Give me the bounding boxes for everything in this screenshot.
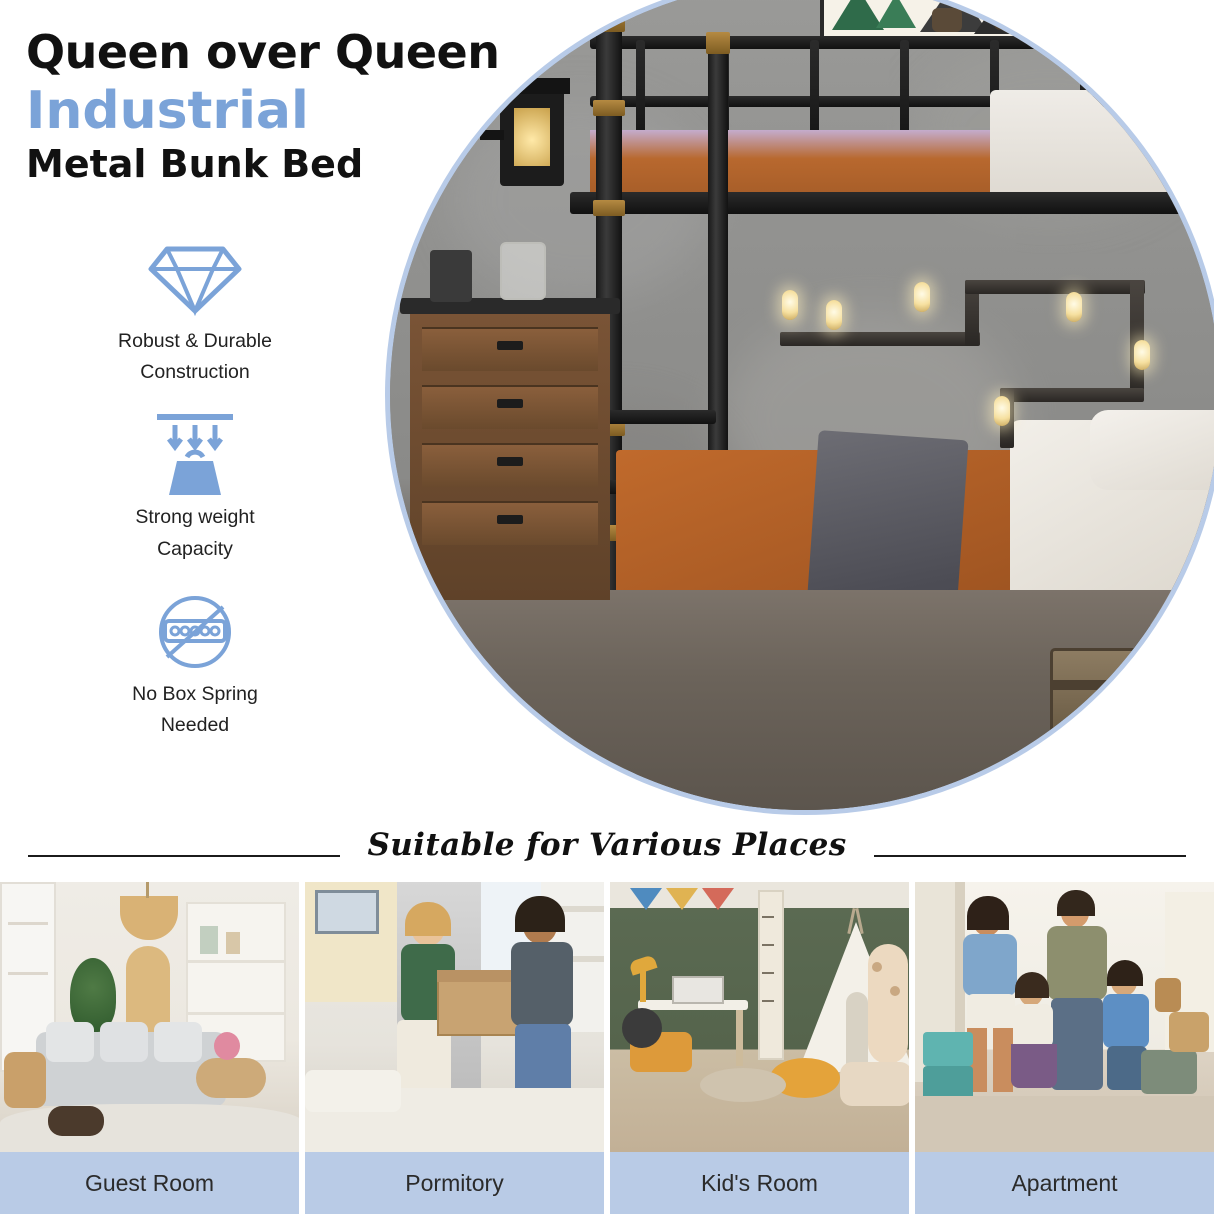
diamond-icon — [30, 240, 360, 318]
place-card-apartment[interactable] — [915, 882, 1214, 1214]
place-photo — [915, 882, 1214, 1152]
post-brass-band — [593, 200, 625, 216]
light-bulb — [1134, 340, 1150, 370]
no-box-spring-icon — [30, 593, 360, 671]
post-brass-cap — [593, 4, 625, 32]
headline-line-3: Metal Bunk Bed — [26, 142, 364, 187]
pipe-lamp-bar — [780, 332, 980, 346]
vintage-suitcase — [1050, 648, 1214, 738]
feature-item-durability — [30, 240, 360, 388]
bunk-top-deck — [570, 192, 1214, 214]
feature-label-line-2: Construction — [140, 361, 250, 384]
coffee-pot — [430, 250, 472, 302]
divider-line-left — [28, 855, 340, 857]
place-card-guest-room[interactable] — [0, 882, 299, 1214]
upper-bedding — [990, 90, 1214, 200]
feature-label-line-2: Capacity — [157, 537, 233, 560]
divider-line-right — [874, 855, 1186, 857]
place-caption: Pormitory — [305, 1152, 604, 1214]
bunk-top-rail — [590, 36, 1110, 49]
place-card-kids-room[interactable] — [610, 882, 909, 1214]
place-card-dormitory[interactable] — [305, 882, 604, 1214]
section-divider — [0, 827, 1214, 875]
weight-capacity-icon — [30, 416, 360, 494]
place-photo — [0, 882, 299, 1152]
headline-line-1: Queen over Queen — [26, 25, 500, 79]
light-bulb — [914, 282, 930, 312]
post-brass-band — [593, 100, 625, 116]
place-caption: Apartment — [915, 1152, 1214, 1214]
feature-label-line-2: Needed — [160, 713, 230, 736]
suitcase-strap — [1050, 680, 1214, 690]
place-caption: Guest Room — [0, 1152, 299, 1214]
bunk-lower-rail — [596, 410, 716, 424]
feature-label-line-1: No Box Spring — [132, 682, 258, 705]
feature-list — [30, 240, 360, 769]
place-photo — [610, 882, 909, 1152]
pipe-lamp-bar — [1000, 388, 1144, 402]
headline-block — [26, 25, 546, 187]
post-brass-cap — [706, 32, 730, 54]
place-photo — [305, 882, 604, 1152]
glass-decor — [500, 242, 546, 300]
wall-art — [820, 0, 1150, 40]
light-bulb — [826, 300, 842, 330]
headline-line-2: Industrial — [26, 81, 309, 142]
feature-label-line-1: Robust & Durable — [118, 330, 272, 352]
feature-label-line-1: Strong weight — [135, 506, 255, 529]
feature-item-weight-capacity — [30, 416, 360, 564]
pipe-lamp-bar — [965, 280, 1145, 294]
places-gallery — [0, 882, 1214, 1214]
light-bulb — [994, 396, 1010, 426]
light-bulb — [1066, 292, 1082, 322]
place-caption: Kid's Room — [610, 1152, 909, 1214]
feature-item-no-box-spring — [30, 593, 360, 741]
dresser — [410, 310, 610, 600]
pillow — [1090, 410, 1214, 490]
section-title: Suitable for Various Places — [367, 827, 847, 863]
light-bulb — [782, 290, 798, 320]
